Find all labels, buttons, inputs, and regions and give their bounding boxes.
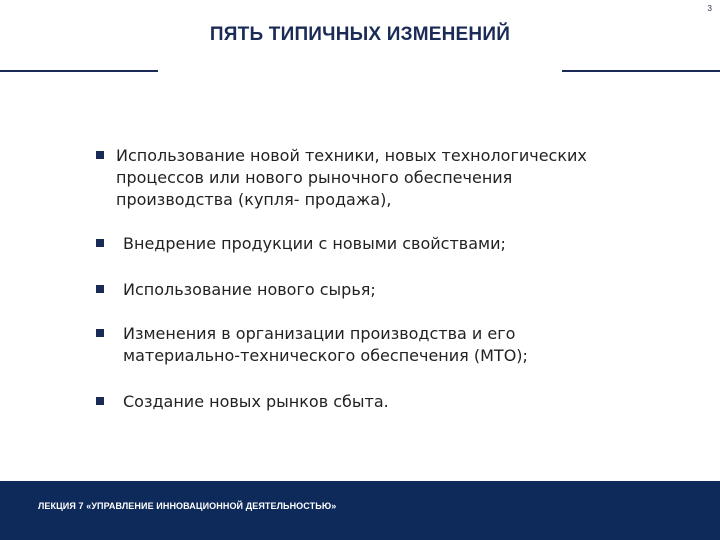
bullet-text: Использование нового сырья; — [123, 280, 376, 299]
square-bullet-icon — [96, 239, 104, 247]
list-item — [96, 391, 656, 413]
page-number: 3 — [707, 4, 712, 13]
bullet-text: Использование новой техники, новых технологических процессов или нового рыночного обеспечения производства (купля- продажа), — [116, 146, 587, 209]
bullet-text: Создание новых рынков сбыта. — [123, 392, 389, 411]
square-bullet-icon — [96, 285, 104, 293]
square-bullet-icon — [96, 397, 104, 405]
footer-text: ЛЕКЦИЯ 7 «УПРАВЛЕНИЕ ИННОВАЦИОННОЙ ДЕЯТЕЛЬНОСТЬЮ» — [38, 501, 337, 511]
square-bullet-icon — [96, 329, 104, 337]
list-item — [96, 279, 656, 301]
page-title: ПЯТЬ ТИПИЧНЫХ ИЗМЕНЕНИЙ — [209, 24, 511, 45]
title-rule-left — [0, 70, 158, 72]
bullet-text: Изменения в организации производства и его материально-технического обеспечения (МТО); — [123, 324, 528, 365]
list-item — [96, 233, 656, 255]
list-item — [96, 323, 656, 367]
list-item — [96, 145, 616, 211]
footer-bar — [0, 481, 720, 540]
square-bullet-icon — [96, 151, 104, 159]
title-rule-right — [562, 70, 720, 72]
bullet-text: Внедрение продукции с новыми свойствами; — [123, 234, 506, 253]
